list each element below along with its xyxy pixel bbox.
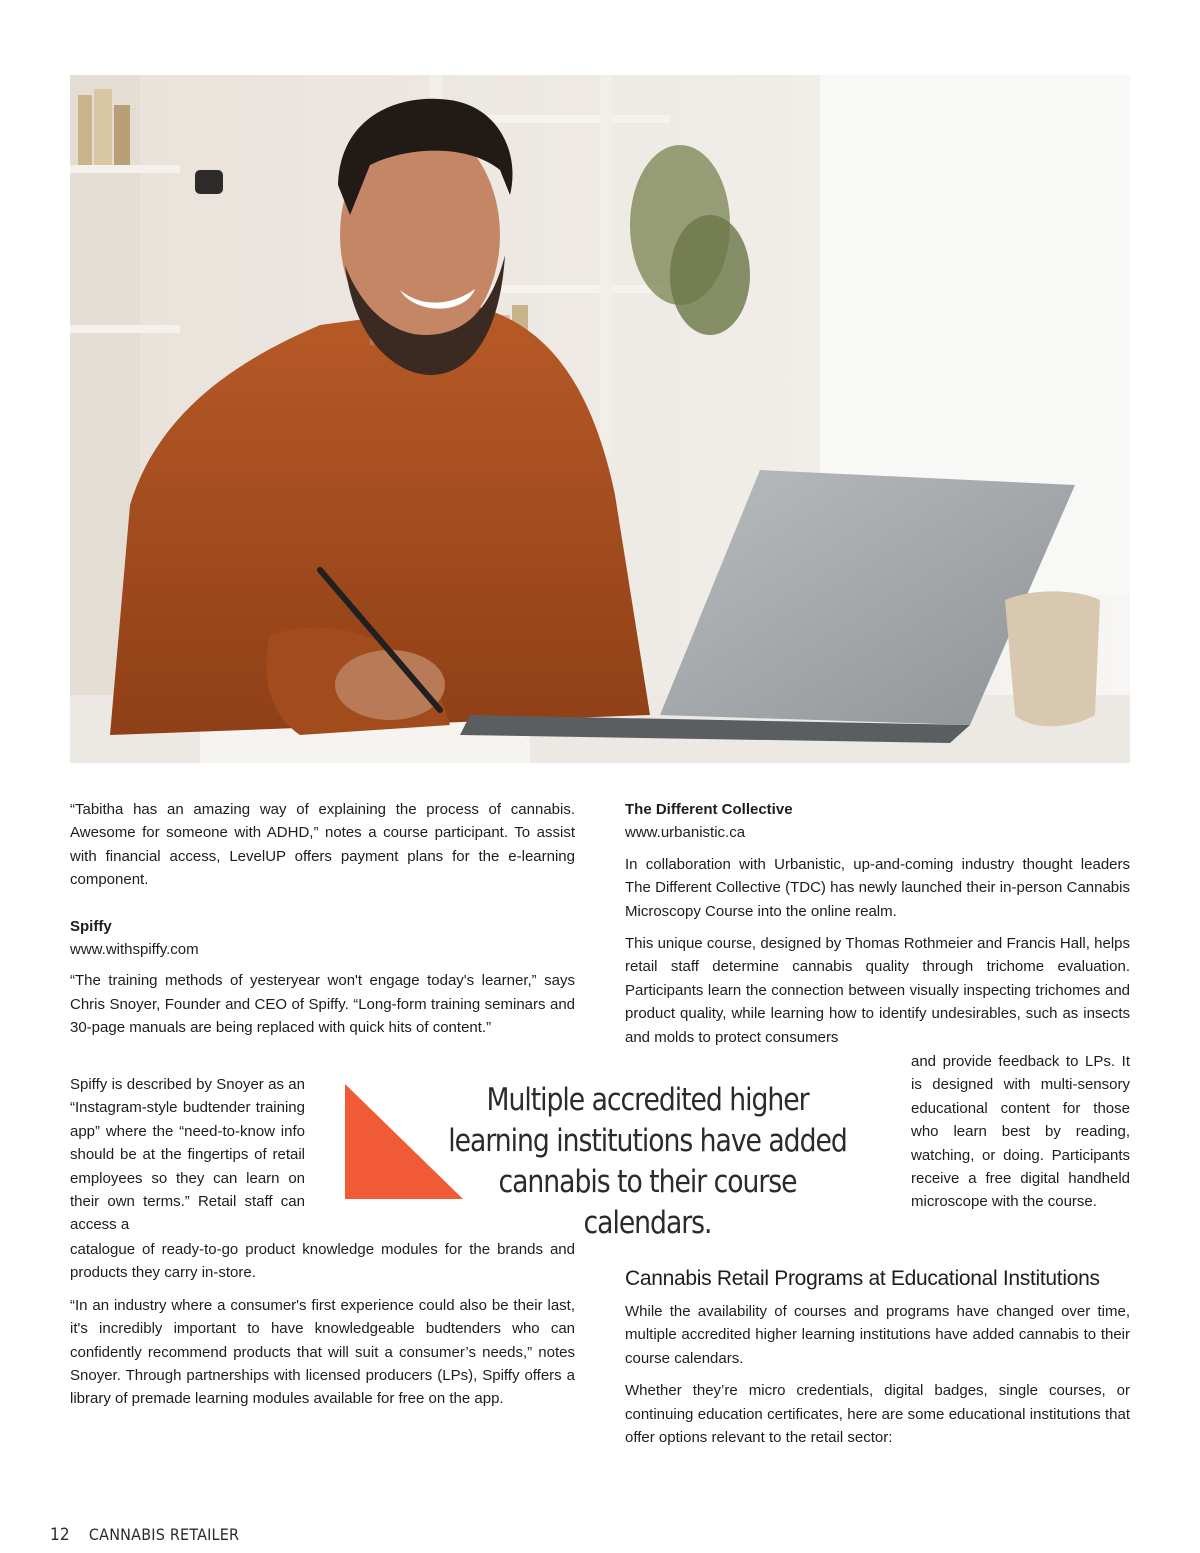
page-number: 12 [50, 1525, 70, 1545]
right-column [625, 798, 1130, 1058]
tdc-paragraph-2-part-1: This unique course, designed by Thomas Rothmeier and Francis Hall, helps retail staff determine cannabis quality through trichome evaluation. Participants learn the connection between visually inspecting trichomes and product quality, while learning how to identify undesirables, such as insects and molds to protect consumers [625, 935, 1130, 1046]
left-column [70, 798, 575, 1049]
spiffy-url[interactable]: www.withspiffy.com [70, 941, 199, 959]
pull-quote [345, 1080, 890, 1241]
spiffy-paragraph-continued [70, 1238, 575, 1420]
section-body [625, 1300, 1130, 1458]
tdc-paragraph-1: In collaboration with Urbanistic, up-and-coming industry thought leaders The Different Collective (TDC) has newly launched their in-person Cannabis Microscopy Course into the online realm. [625, 855, 1130, 920]
spiffy-paragraph-2-part-1: Spiffy is described by Snoyer as an “Instagram-style budtender training app” where the “need-to-know info should be at the fingertips of retail employees so they can learn on their own terms.” Retail staff can access a [70, 1076, 305, 1234]
spiffy-paragraph-2-part-2: catalogue of ready-to-go product knowledge modules for the brands and products they carry in-store. [70, 1241, 575, 1282]
spiffy-paragraph-1: “The training methods of yesteryear won't engage today's learner,” says Chris Snoyer, Founder and CEO of Spiffy. “Long-form training seminars and 30-page manuals are being replaced with quick hits of content.” [70, 972, 575, 1037]
section-title: Cannabis Retail Programs at Educational Institutions [625, 1267, 1100, 1290]
publication-name: CANNABIS RETAILER [88, 1525, 240, 1544]
tdc-paragraph-2-part-2: and provide feedback to LPs. It is designed with multi-sensory educational content for those who learn best by reading, watching, or doing. Participants receive a free digital handheld microscope with the course. [911, 1053, 1130, 1211]
tdc-paragraph-2-narrow [911, 1050, 1130, 1214]
pull-quote-text: Multiple accredited higher learning institutions have added cannabis to their course calendars. [448, 1082, 847, 1241]
spiffy-paragraph-3: “In an industry where a consumer's first experience could also be their last, it's incredibly important to have knowledgeable budtenders who can confidently recommend products that will suit a consumer’s needs,” notes Snoyer. Through partnerships with licensed producers (LPs), Spiffy offers a library of premade learning modules available for free on the app. [70, 1296, 575, 1408]
smiling-man-laptop-photo [70, 75, 1130, 763]
spiffy-heading: Spiffy [70, 917, 112, 935]
tdc-heading: The Different Collective [625, 801, 793, 818]
page-footer [50, 1525, 239, 1545]
spiffy-paragraph-2-narrow [70, 1073, 305, 1246]
section-paragraph-1: While the availability of courses and programs have changed over time, multiple accredited higher learning institutions have added cannabis to their course calendars. [625, 1303, 1130, 1367]
intro-paragraph: “Tabitha has an amazing way of explaining the process of cannabis. Awesome for someone with ADHD,” notes a course participant. To assist with financial access, LevelUP offers payment plans for the e-learning component. [70, 801, 575, 889]
hero-photo [70, 75, 1130, 763]
tdc-url[interactable]: www.urbanistic.ca [625, 824, 746, 842]
section-paragraph-2: Whether they’re micro credentials, digital badges, single courses, or continuing education certificates, here are some educational institutions that offer options relevant to the retail sector: [625, 1382, 1130, 1447]
